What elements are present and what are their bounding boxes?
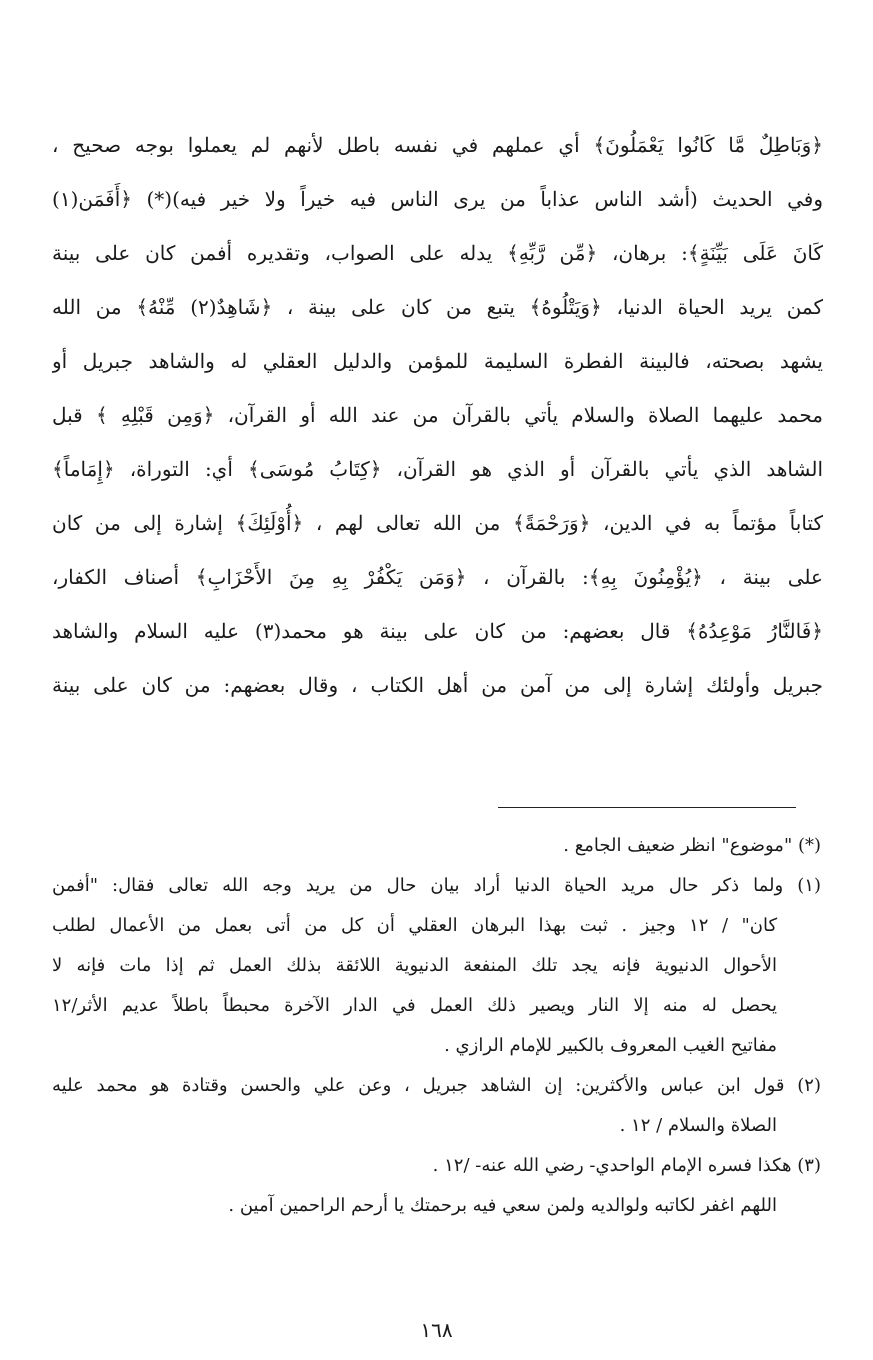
text-line: كتاباً مؤتماً به في الدين، ﴿وَرَحْمَةً﴾ من الله تعالى لهم ، ﴿أُوْلَئِكَ﴾ إشارة إلى من كان (52, 511, 823, 535)
footnote-2-line: (٢) قول ابن عباس والأكثرين: إن الشاهد جبريل ، وعن علي والحسن وقتادة هو محمد عليه (52, 1075, 821, 1096)
footnote-1-line: يحصل له منه إلا النار ويصير ذلك العمل في الدار الآخرة محبطاً باطلاً عديم الأثر/١٢ (52, 995, 777, 1016)
text-line: كَانَ عَلَى بَيِّنَةٍ﴾: برهان، ﴿مِّن رَّبِّهِ﴾ يدله على الصواب، وتقديره أفمن كان على بينة (52, 241, 823, 265)
footnote-star: (*) "موضوع" انظر ضعيف الجامع . (563, 835, 821, 856)
footnote-1-line: مفاتيح الغيب المعروف بالكبير للإمام الرازي . (444, 1035, 777, 1056)
text-line: على بينة ، ﴿يُؤْمِنُونَ بِهِ﴾: بالقرآن ، ﴿وَمَن يَكْفُرْ بِهِ مِنَ الأَحْزَابِ﴾ أصناف الكفار، (52, 565, 823, 589)
footnote-2-line: الصلاة والسلام / ١٢ . (619, 1115, 777, 1136)
footnote-1-line: (١) ولما ذكر حال مريد الحياة الدنيا أراد بيان حال من يريد وجه الله تعالى فقال: "أفمن (52, 875, 821, 896)
main-text (52, 118, 823, 712)
text-line: وفي الحديث (أشد الناس عذاباً من يرى الناس فيه خيراً ولا خير فيه)(*) ﴿أَفَمَن(١) (52, 187, 823, 211)
footnote-divider (498, 807, 796, 808)
page-number: ١٦٨ (420, 1318, 453, 1342)
text-line: محمد عليهما الصلاة والسلام يأتي بالقرآن من عند الله أو القرآن، ﴿وَمِن قَبْلِهِ ﴾ قبل (52, 403, 823, 427)
text-line: جبريل وأولئك إشارة إلى من آمن من أهل الكتاب ، وقال بعضهم: من كان على بينة (52, 673, 823, 697)
footnotes (52, 826, 821, 1226)
text-line: الشاهد الذي يأتي بالقرآن أو الذي هو القرآن، ﴿كِتَابُ مُوسَى﴾ أي: التوراة، ﴿إِمَاماً﴾ (52, 457, 823, 481)
footnote-1-line: الأحوال الدنيوية فإنه يجد تلك المنفعة الدنيوية اللائقة بذلك العمل ثم إذا مات فإنه لا (52, 955, 777, 976)
text-line: ﴿وَبَاطِلٌ مَّا كَانُوا يَعْمَلُونَ﴾ أي عملهم في نفسه باطل لأنهم لم يعملوا بوجه صحيح ، (52, 133, 823, 157)
closing-prayer: اللهم اغفر لكاتبه ولوالديه ولمن سعي فيه برحمتك يا أرحم الراحمين آمين . (228, 1195, 777, 1216)
text-line: كمن يريد الحياة الدنيا، ﴿وَيَتْلُوهُ﴾ يتبع من كان على بينة ، ﴿شَاهِدٌ(٢) مِّنْهُ﴾ من الله (52, 295, 823, 319)
footnote-3: (٣) هكذا فسره الإمام الواحدي- رضي الله عنه- /١٢ . (432, 1155, 821, 1176)
footnote-1-line: كان" / ١٢ وجيز . ثبت بهذا البرهان العقلي أن كل من أتى بعمل من الأعمال لطلب (52, 915, 778, 936)
text-line: يشهد بصحته، فالبينة الفطرة السليمة للمؤمن والدليل العقلي له والشاهد جبريل أو (52, 349, 823, 373)
text-line: ﴿فَالنَّارُ مَوْعِدُهُ﴾ قال بعضهم: من كان على بينة هو محمد(٣) عليه السلام والشاهد (52, 619, 823, 643)
